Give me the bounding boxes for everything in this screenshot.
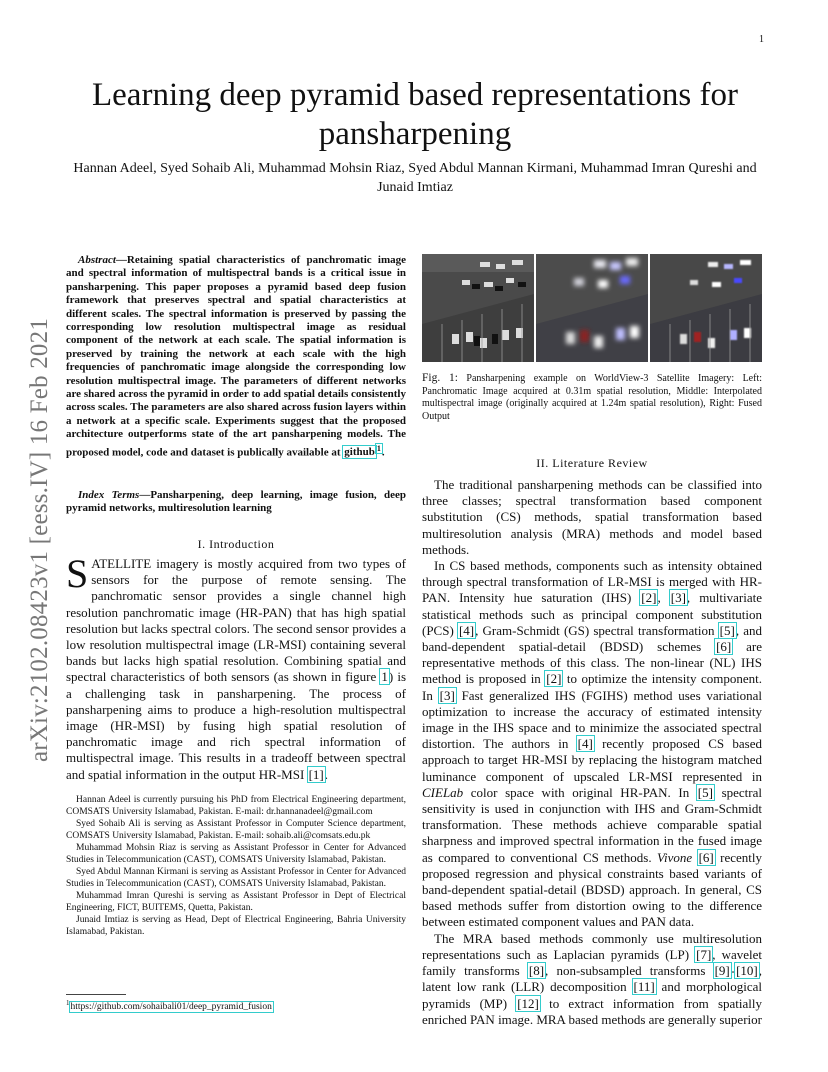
figure-ref[interactable]: 1	[381, 669, 388, 685]
panchromatic-image	[422, 254, 534, 362]
citation[interactable]: [7]	[696, 946, 712, 962]
literature-review-body	[422, 477, 762, 1028]
footnote: Muhammad Imran Qureshi is serving as Assistant Professor in Dept of Electrical Engineering, FICT, BUITEMS, Quetta, Pakistan.	[66, 891, 406, 913]
citation[interactable]: [9]	[714, 963, 730, 979]
author-list: Hannan Adeel, Syed Sohaib Ali, Muhammad Mohsin Riaz, Syed Abdul Mannan Kirmani, Muhammad Imran Qureshi and Junaid Imtiaz	[73, 161, 757, 195]
abstract-label: Abstract	[78, 254, 116, 266]
citation[interactable]: [6]	[716, 639, 732, 655]
figure-label: Fig. 1:	[422, 372, 458, 384]
github-link[interactable]: github	[344, 446, 375, 459]
figure-caption: Fig. 1: Pansharpening example on WorldView-3 Satellite Imagery: Left: Panchromatic Image acquired at 0.31m spatial resolution, Middle: Interpolated multispectral image (originally acquired at 1.24m spatial resolution), Right: Fused Output	[422, 372, 762, 422]
repo-link[interactable]: https://github.com/sohaibali01/deep_pyramid_fusion	[70, 1002, 272, 1013]
paragraph: The traditional pansharpening methods can be classified into three classes; spectral transformation based component substitution (CS) methods, spatial transformation based multiresolution analysis (MRA) methods and model based methods.	[422, 477, 762, 557]
index-terms	[66, 489, 406, 516]
footnote-ref[interactable]: 1	[376, 443, 381, 453]
footnote: Syed Abdul Mannan Kirmani is serving as Assistant Professor in Center for Advanced Studies in Telecommunication (CAST), COMSATS University Islamabad, Pakistan.	[66, 867, 406, 889]
citation[interactable]: [4]	[458, 622, 475, 638]
fused-output-image	[650, 254, 762, 362]
citation[interactable]: [3]	[670, 590, 686, 606]
citation[interactable]: [2]	[546, 671, 562, 687]
citation[interactable]: [1]	[308, 766, 324, 782]
arxiv-watermark: arXiv:2102.08423v1 [eess.IV] 16 Feb 2021	[26, 317, 53, 763]
page-number: 1	[759, 34, 764, 45]
abstract: Abstract—Retaining spatial characteristics of panchromatic image and spectral information of multispectral bands is a critical issue in pansharpening. This paper proposes a pyramid based deep fusion framework that preserves spectral and spatial characteristics at different scales. The spectral information is preserved by passing the corresponding low resolution multispectral image as residual component of the network at each scale. The spatial information is preserved by training the network at each scale with the high frequencies of panchromatic image alongside the corresponding low resolution multispectral image. The parameters of different networks are shared across the pyramid in order to add spatial details consistently across scales. The parameters are also shared across fusion layers within a network at a specific scale. Experiments suggest that the proposed architecture outperforms state of the art pansharpening models. The proposed model, code and dataset is publically available at github $^1$.	[66, 254, 406, 459]
citation[interactable]: [5]	[719, 622, 735, 638]
footnote: Hannan Adeel is currently pursuing his PhD from Electrical Engineering department, COMSATS University Islamabad, Pakistan. E-mail: dr.hannanadeel@gmail.com	[66, 795, 406, 817]
citation[interactable]: [2]	[641, 590, 657, 606]
index-terms-text: —Pansharpening, deep learning, image fusion, deep pyramid networks, multiresolution learning	[66, 489, 406, 515]
citation[interactable]: [12]	[517, 995, 539, 1011]
citation[interactable]: [3]	[439, 687, 455, 703]
citation[interactable]: [8]	[528, 963, 545, 979]
intro-paragraph: SATELLITE imagery is mostly acquired from two types of sensors for the purpose of remote sensing. The panchromatic sensor provides a single channel high resolution panchromatic image (HR-PAN) that has high spatial resolution but lacks spectral colors. The second sensor provides a low resolution multispectral image (LR-MSI) containing several bands but lacks high spatial resolution. Combining spatial and spectral characteristics of both sensors (as shown in figure 1) is a challenging task in pansharpening. The process of pansharpening aims to produce a high-resolution multispectral image (HR-MSI) by fusing high spatial resolution of panchromatic image and rich spectral information of multispectral image. This results in a tradeoff between spectral and spatial information in the output HR-MSI [1].	[66, 551, 406, 782]
drop-cap: S	[66, 551, 89, 596]
paper-title: Learning deep pyramid based representations for pansharpening	[92, 77, 738, 152]
footnote-rule	[66, 994, 126, 995]
literature-review-heading: II. Literature Review	[536, 456, 648, 470]
color-space-name: CIELab	[422, 784, 464, 800]
figure-1-images	[422, 254, 762, 362]
interpolated-multispectral-image	[536, 254, 648, 362]
author-name: Vivone	[657, 849, 693, 865]
author-footnotes	[66, 794, 406, 938]
paragraph: The MRA based methods commonly use multiresolution representations such as Laplacian pyramids (LP) [7], wavelet family transforms [8], non-subsampled transforms [9]-[10], latent low rank (LLR) decomposition [11] and morphological pyramids (MP) [12] to extract information from spatially enriched PAN image. MRA based methods are generally superior	[422, 930, 763, 1027]
index-terms-label: Index Terms	[78, 489, 140, 501]
citation[interactable]: [5]	[697, 784, 713, 800]
footnote: Syed Sohaib Ali is serving as Assistant Professor in Computer Science department, COMSATS University Islamabad, Pakistan. E-mail: sohaib.ali@comsats.edu.pk	[66, 819, 406, 841]
citation[interactable]: [4]	[577, 736, 593, 752]
footnote: Junaid Imtiaz is serving as Head, Dept of Electrical Engineering, Bahria University Islamabad, Pakistan.	[66, 915, 406, 937]
paragraph: In CS based methods, components such as intensity obtained through spectral transformation of LR-MSI is merged with HR-PAN. Intensity hue saturation (IHS) [2], [3], multivariate statistical methods such as principal component substitution (PCS) [4], Gram-Schmidt (GS) spectral transformation [5], and band-dependent spatial-detail (BDSD) schemes [6] are representative methods of this class. The non-linear (NL) IHS method is proposed in [2] to optimize the intensity component. In [3] Fast generalized IHS (FGIHS) method uses variational optimization to increase the accuracy of estimated intensity image in the IHS space and to minimize the associated spectral distortion. The authors in [4] recently proposed CS based approach to target HR-MSI by replacing the histogram matched luminance component of upscaled LR-MSI represented in CIELab color space with original HR-PAN. In [5] spectral sensitivity is used in conjunction with IHS and Gram-Schmidt transformation. These methods achieve comparable spatial sharpness and improved spectral information in the fused image as compared to conventional CS methods. Vivone [6] recently proposed regression and physical constraints based variants of band-dependent spatial-detail (BDSD) approach. In general, CS based methods suffer from distortion owing to the difference between estimated component values and PAN data.	[422, 558, 763, 930]
citation[interactable]: [11]	[633, 979, 655, 995]
intro-heading: I. Introduction	[197, 537, 275, 551]
footnote: Muhammad Mohsin Riaz is serving as Assistant Professor in Center for Advanced Studies in Telecommunication (CAST), COMSATS University Islamabad, Pakistan.	[66, 843, 406, 865]
citation[interactable]: [6]	[698, 849, 714, 865]
citation[interactable]: [10]	[736, 963, 758, 979]
abstract-text: —Retaining spatial characteristics of panchromatic image and spectral information of multispectral bands is a critical issue in pansharpening. This paper proposes a pyramid based deep fusion framework that preserves spectral and spatial characteristics at different scales. The spectral information is preserved by passing the corresponding low resolution multispectral image as residual component of the network at each scale. The spatial information is preserved by training the network at each scale with the high frequencies of panchromatic image alongside the corresponding low resolution multispectral image. The parameters of different networks are shared across the pyramid in order to add spatial details consistently across scales. The parameters are also shared across fusion layers within a network at a specific scale. Experiments suggest that the proposed architecture outperforms state of the art pansharpening models. The proposed model, code and dataset is publically available at	[66, 254, 406, 459]
footnote-url: $^1$https://github.com/sohaibali01/deep_pyramid_fusion	[66, 999, 272, 1013]
